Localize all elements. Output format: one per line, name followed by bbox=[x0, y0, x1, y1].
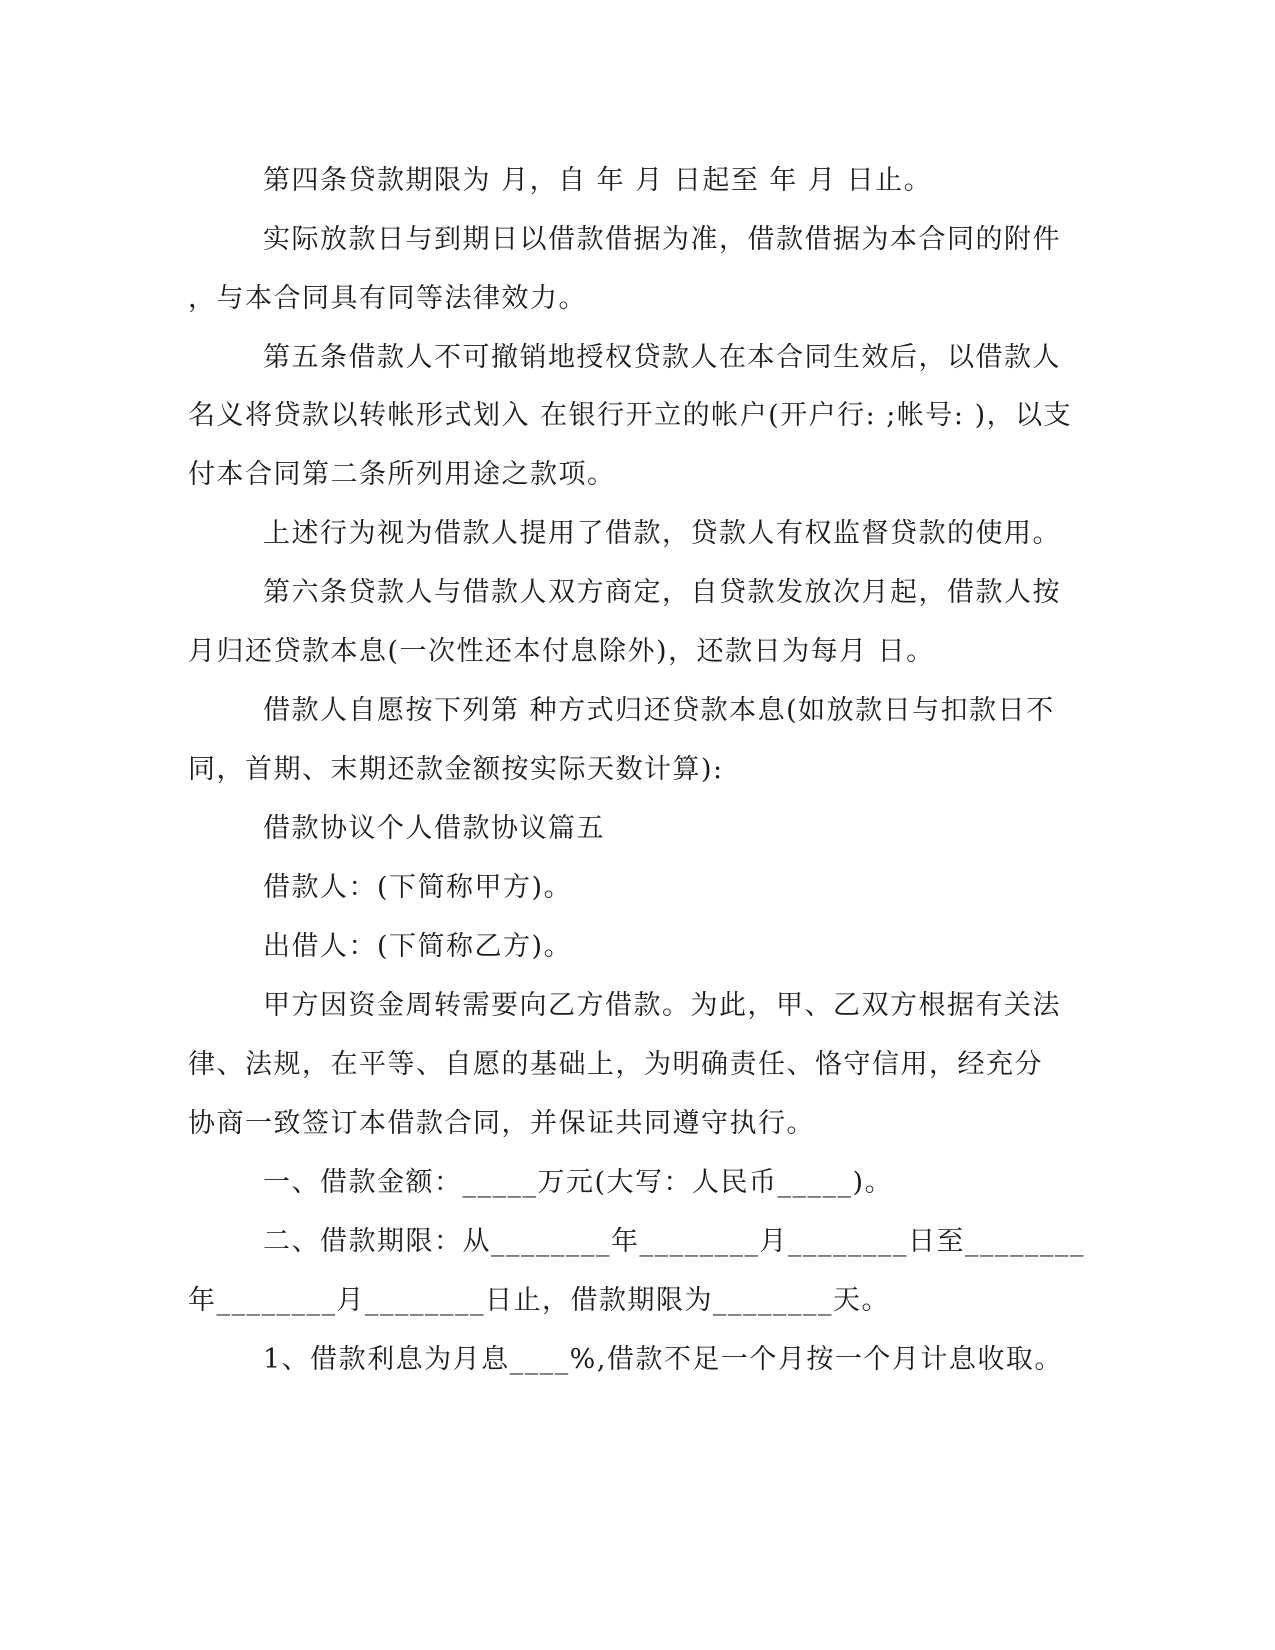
paragraph-line: ，与本合同具有同等法律效力。 bbox=[188, 283, 587, 314]
section-heading: 借款协议个人借款协议篇五 bbox=[263, 813, 605, 844]
paragraph-line: 借款人：(下简称甲方)。 bbox=[263, 872, 573, 903]
paragraph-line: 月归还贷款本息(一次性还本付息除外)，还款日为每月 日。 bbox=[188, 636, 935, 667]
paragraph-line: 年________月________日止，借款期限为________天。 bbox=[188, 1285, 890, 1316]
paragraph-line: 同，首期、末期还款金额按实际天数计算): bbox=[188, 754, 724, 785]
paragraph-line: 名义将贷款以转帐形式划入 在银行开立的帐户(开户行: ;帐号: )，以支 bbox=[188, 400, 1073, 431]
paragraph-line: 甲方因资金周转需要向乙方借款。为此，甲、乙双方根据有关法 bbox=[263, 990, 1061, 1021]
paragraph-line: 付本合同第二条所列用途之款项。 bbox=[188, 459, 616, 490]
paragraph-line: 一、借款金额：_____万元(大写：人民币_____)。 bbox=[263, 1167, 894, 1198]
paragraph-line: 协商一致签订本借款合同，并保证共同遵守执行。 bbox=[188, 1108, 815, 1139]
paragraph-line: 实际放款日与到期日以借款借据为准，借款借据为本合同的附件 bbox=[263, 224, 1061, 255]
paragraph-line: 第六条贷款人与借款人双方商定，自贷款发放次月起，借款人按 bbox=[263, 577, 1061, 608]
paragraph-line: 第五条借款人不可撤销地授权贷款人在本合同生效后，以借款人 bbox=[263, 342, 1061, 373]
paragraph-line: 出借人：(下简称乙方)。 bbox=[263, 931, 573, 962]
paragraph-line: 1、借款利息为月息____%,借款不足一个月按一个月计息收取。 bbox=[263, 1344, 1063, 1375]
paragraph-line: 第四条贷款期限为 月，自 年 月 日起至 年 月 日止。 bbox=[263, 165, 933, 196]
paragraph-line: 上述行为视为借款人提用了借款，贷款人有权监督贷款的使用。 bbox=[263, 518, 1061, 549]
paragraph-line: 二、借款期限：从________年________月________日至________ bbox=[263, 1226, 1085, 1257]
paragraph-line: 律、法规，在平等、自愿的基础上，为明确责任、恪守信用，经充分 bbox=[188, 1049, 1043, 1080]
paragraph-line: 借款人自愿按下列第 种方式归还贷款本息(如放款日与扣款日不 bbox=[263, 695, 1055, 726]
